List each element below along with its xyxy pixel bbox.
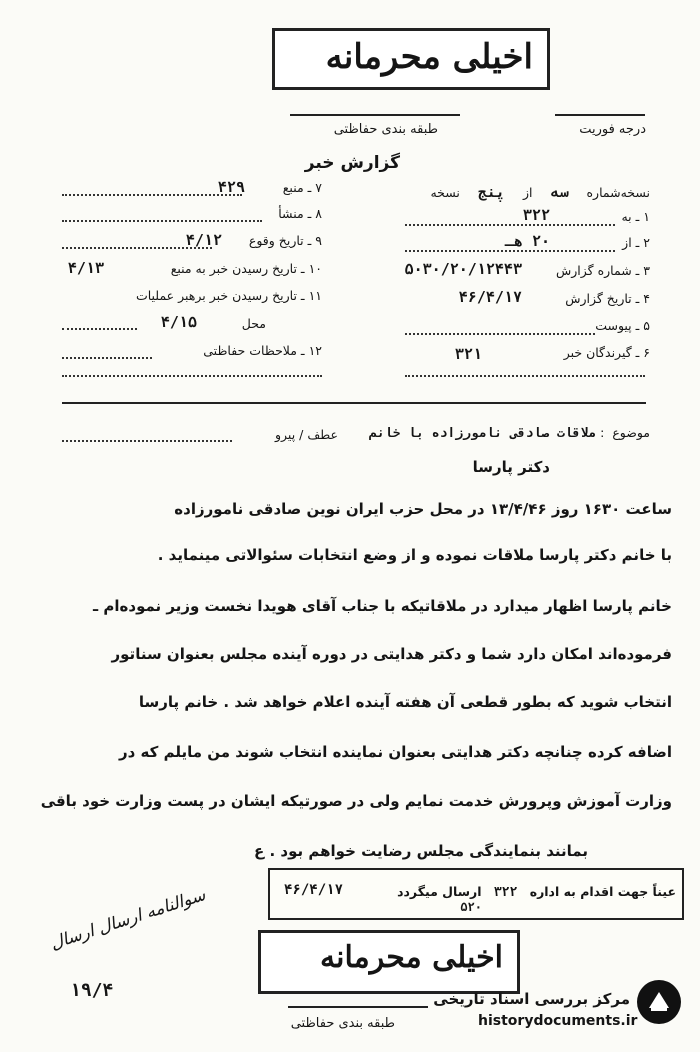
handwritten-signature: سوالنامه ارسال ارسال: [48, 885, 208, 955]
number-value: ۵۰۳۰/۲۰/۱۲۴۴۳: [404, 260, 522, 278]
occurrence-dotted-line: [62, 247, 212, 249]
from-dotted-line: [405, 250, 615, 252]
origin-label: ۸ ـ منشأ: [278, 206, 322, 221]
place-value: ۴/۱۵: [160, 313, 197, 331]
reference-dotted-line: [62, 440, 232, 442]
header-rule-mid: [290, 114, 460, 116]
top-classification-stamp: [272, 28, 550, 90]
source-label: ۷ ـ منبع: [282, 180, 322, 195]
recipients-label: ۶ ـ گیرندگان خبر: [563, 345, 650, 360]
body-line-5: انتخاب شوید که بطور قطعی آن هفته آینده اعلام خواهد شد . خانم پارسا: [138, 693, 672, 711]
body-line-2: با خانم دکتر پارسا ملاقات نموده و از وضع انتخابات سئوالاتی مینماید .: [157, 546, 672, 564]
action-stamp-sub: ۵۲۰: [460, 900, 482, 914]
action-stamp-unit: ۳۲۲: [493, 885, 518, 900]
attachment-dotted-line: [405, 333, 595, 335]
number-label: ۳ ـ شماره گزارش: [555, 263, 650, 278]
source-value: ۴۲۹: [217, 178, 245, 196]
reference-label: عطف / پیرو: [275, 427, 338, 442]
copy-number-label: [430, 183, 650, 201]
reference-field: [275, 427, 338, 442]
date-value: ۴۶/۴/۱۷: [458, 288, 522, 306]
notes-dotted-line-2: [62, 375, 322, 377]
place-label: محل: [241, 316, 266, 331]
header-rule-right: [555, 114, 645, 116]
copy-number-value: سه: [550, 183, 569, 201]
received-label: ۱۰ ـ تاریخ رسیدن خبر به منبع: [170, 261, 322, 276]
watermark-title: مرکز بررسی اسناد تاریخی: [433, 990, 630, 1008]
received-dept-label: ۱۱ ـ تاریخ رسیدن خبر برهبر عملیات: [135, 288, 322, 303]
report-title: گزارش خبر: [304, 153, 400, 173]
classification-label: طبقه بندی حفاظتی: [333, 122, 438, 137]
occurrence-value: ۴/۱۲: [185, 231, 222, 249]
attachment-label: ۵ ـ پیوست: [595, 318, 650, 333]
from-field: [622, 235, 650, 250]
bottom-stamp-text: اخیلی محرمانه: [320, 940, 503, 975]
number-field: [556, 263, 650, 278]
subject-field: موضوع : ملاقات صادقی نامورزاده با خانم: [369, 425, 650, 441]
section-divider: [62, 402, 646, 404]
received-value: ۴/۱۳: [67, 259, 104, 277]
copy-total-value: پنج: [477, 183, 505, 201]
attachment-field: [595, 318, 650, 333]
footer-classification-label: طبقه بندی حفاظتی: [290, 1016, 395, 1031]
copy-from-label: از: [522, 185, 533, 200]
body-line-1: ساعت ۱۶۳۰ روز ۱۳/۴/۴۶ در محل حزب ایران نوین صادقی نامورزاده: [174, 500, 672, 518]
occurrence-label: ۹ ـ تاریخ وقوع: [248, 233, 322, 248]
subject-value: ملاقات صادقی نامورزاده با خانم: [369, 426, 597, 441]
subject-continuation: دکتر پارسا: [472, 458, 550, 476]
archive-logo-shape: [637, 980, 681, 1024]
notes-dotted-line-1: [62, 357, 152, 359]
place-field: [242, 316, 266, 331]
body-line-7: وزارت آموزش وپرورش خدمت نمایم ولی در صورتیکه ایشان در پست وزارت خود باقی: [40, 792, 672, 810]
date-field: [565, 291, 650, 306]
recipients-field: [564, 345, 650, 360]
to-dotted-line: [405, 224, 615, 226]
action-stamp: [268, 868, 684, 920]
source-field: [283, 180, 322, 195]
signature-date: ۱۹/۴: [70, 980, 114, 1001]
action-stamp-sent-label: ارسال میگردد: [397, 884, 482, 899]
body-line-8: بمانند بنمایندگی مجلس رضایت خواهم بود . ع: [254, 842, 588, 860]
recipients-value: ۳۲۱: [454, 345, 482, 363]
from-label: ۲ ـ از: [622, 235, 650, 250]
occurrence-field: [249, 233, 322, 248]
bottom-classification-stamp: [258, 930, 520, 994]
received-field: [171, 261, 322, 276]
recipients-dotted-line: [405, 375, 645, 377]
watermark-url: historydocuments.ir: [478, 1013, 638, 1029]
body-line-3: خانم پارسا اظهار میدارد در ملاقاتیکه با جناب آقای هویدا نخست وزیر نموده‌ام ـ: [93, 597, 672, 615]
body-line-4: فرموده‌اند امکان دارد شما و دکتر هدایتی در دوره آینده مجلس بعنوان سناتور: [111, 645, 672, 663]
archive-logo-icon: [637, 980, 681, 1024]
to-value: ۳۲۲: [522, 206, 550, 224]
from-value: ۲۰ هـ: [504, 232, 550, 250]
action-stamp-label: عیناً جهت اقدام به اداره: [529, 884, 676, 899]
origin-field: [278, 206, 322, 221]
notes-label: ۱۲ ـ ملاحظات حفاظتی: [203, 343, 322, 358]
footer-rule: [288, 1006, 428, 1008]
top-stamp-text: اخیلی محرمانه: [325, 37, 533, 77]
to-field: [621, 209, 650, 224]
subject-label: موضوع: [612, 425, 650, 440]
urgency-label: درجه فوریت: [579, 122, 646, 137]
copy-suffix-label: نسخه: [430, 185, 460, 200]
action-stamp-text: [397, 884, 676, 900]
body-line-6: اضافه کرده چنانچه دکتر هدایتی بعنوان نماینده انتخاب شوند من مایلم که در: [119, 743, 672, 761]
date-label: ۴ ـ تاریخ گزارش: [565, 291, 650, 306]
origin-dotted-line: [62, 220, 262, 222]
source-dotted-line: [62, 194, 242, 196]
action-stamp-date: ۴۶/۴/۱۷: [284, 882, 344, 898]
notes-field: [203, 343, 322, 358]
received-dept-field: [136, 288, 322, 303]
to-label: ۱ ـ به: [621, 209, 650, 224]
copy-label: نسخه‌شماره: [586, 185, 650, 200]
place-dotted-line: [62, 328, 137, 330]
